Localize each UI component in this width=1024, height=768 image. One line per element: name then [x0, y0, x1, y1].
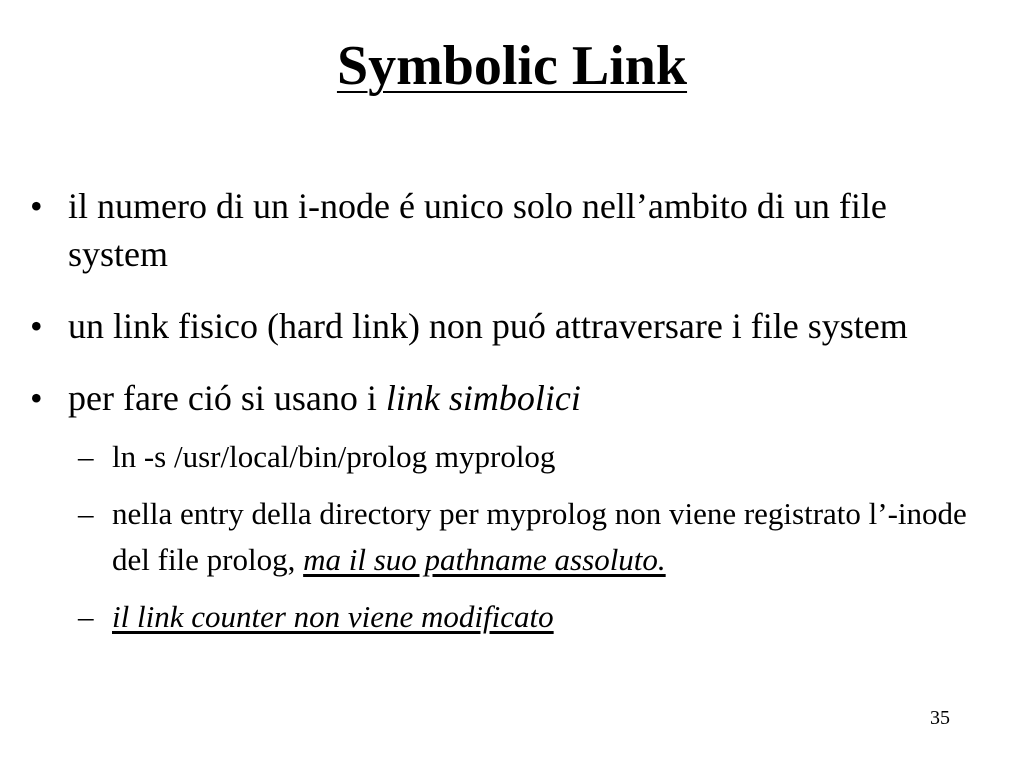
bullet-marker: •: [30, 378, 43, 418]
bullet-marker: •: [30, 306, 43, 346]
subitem-text: nella entry della directory per myprolog non viene registrato l’-inode del file prolog,: [112, 496, 967, 577]
dash-marker: –: [78, 599, 94, 634]
bullet-item: [30, 182, 990, 278]
subitem: [78, 434, 990, 480]
subitem: [78, 491, 990, 583]
subitem-list: [30, 434, 990, 640]
subitem-italic-underlined-text: ma il suo pathname assoluto.: [303, 542, 666, 577]
page-number: 35: [930, 707, 950, 729]
bullet-italic-text: link simbolici: [385, 378, 581, 418]
subitem-italic-underlined-text: il link counter non viene modificato: [112, 599, 554, 634]
bullet-text: per fare ció si usano i: [68, 378, 386, 418]
subitem-text: ln -s /usr/local/bin/prolog myprolog: [112, 439, 556, 474]
bullet-item: [30, 302, 990, 350]
bullet-text: il numero di un i-node é unico solo nell’ambito di un file system: [68, 186, 887, 274]
bullet-marker: •: [30, 186, 43, 226]
bullet-item: [30, 374, 990, 422]
bullet-text: un link fisico (hard link) non puó attraversare i file system: [68, 306, 908, 346]
subitem: [78, 594, 990, 640]
dash-marker: –: [78, 439, 94, 474]
slide-title: Symbolic Link: [336, 35, 688, 97]
dash-marker: –: [78, 496, 94, 531]
slide-body: [30, 182, 990, 651]
